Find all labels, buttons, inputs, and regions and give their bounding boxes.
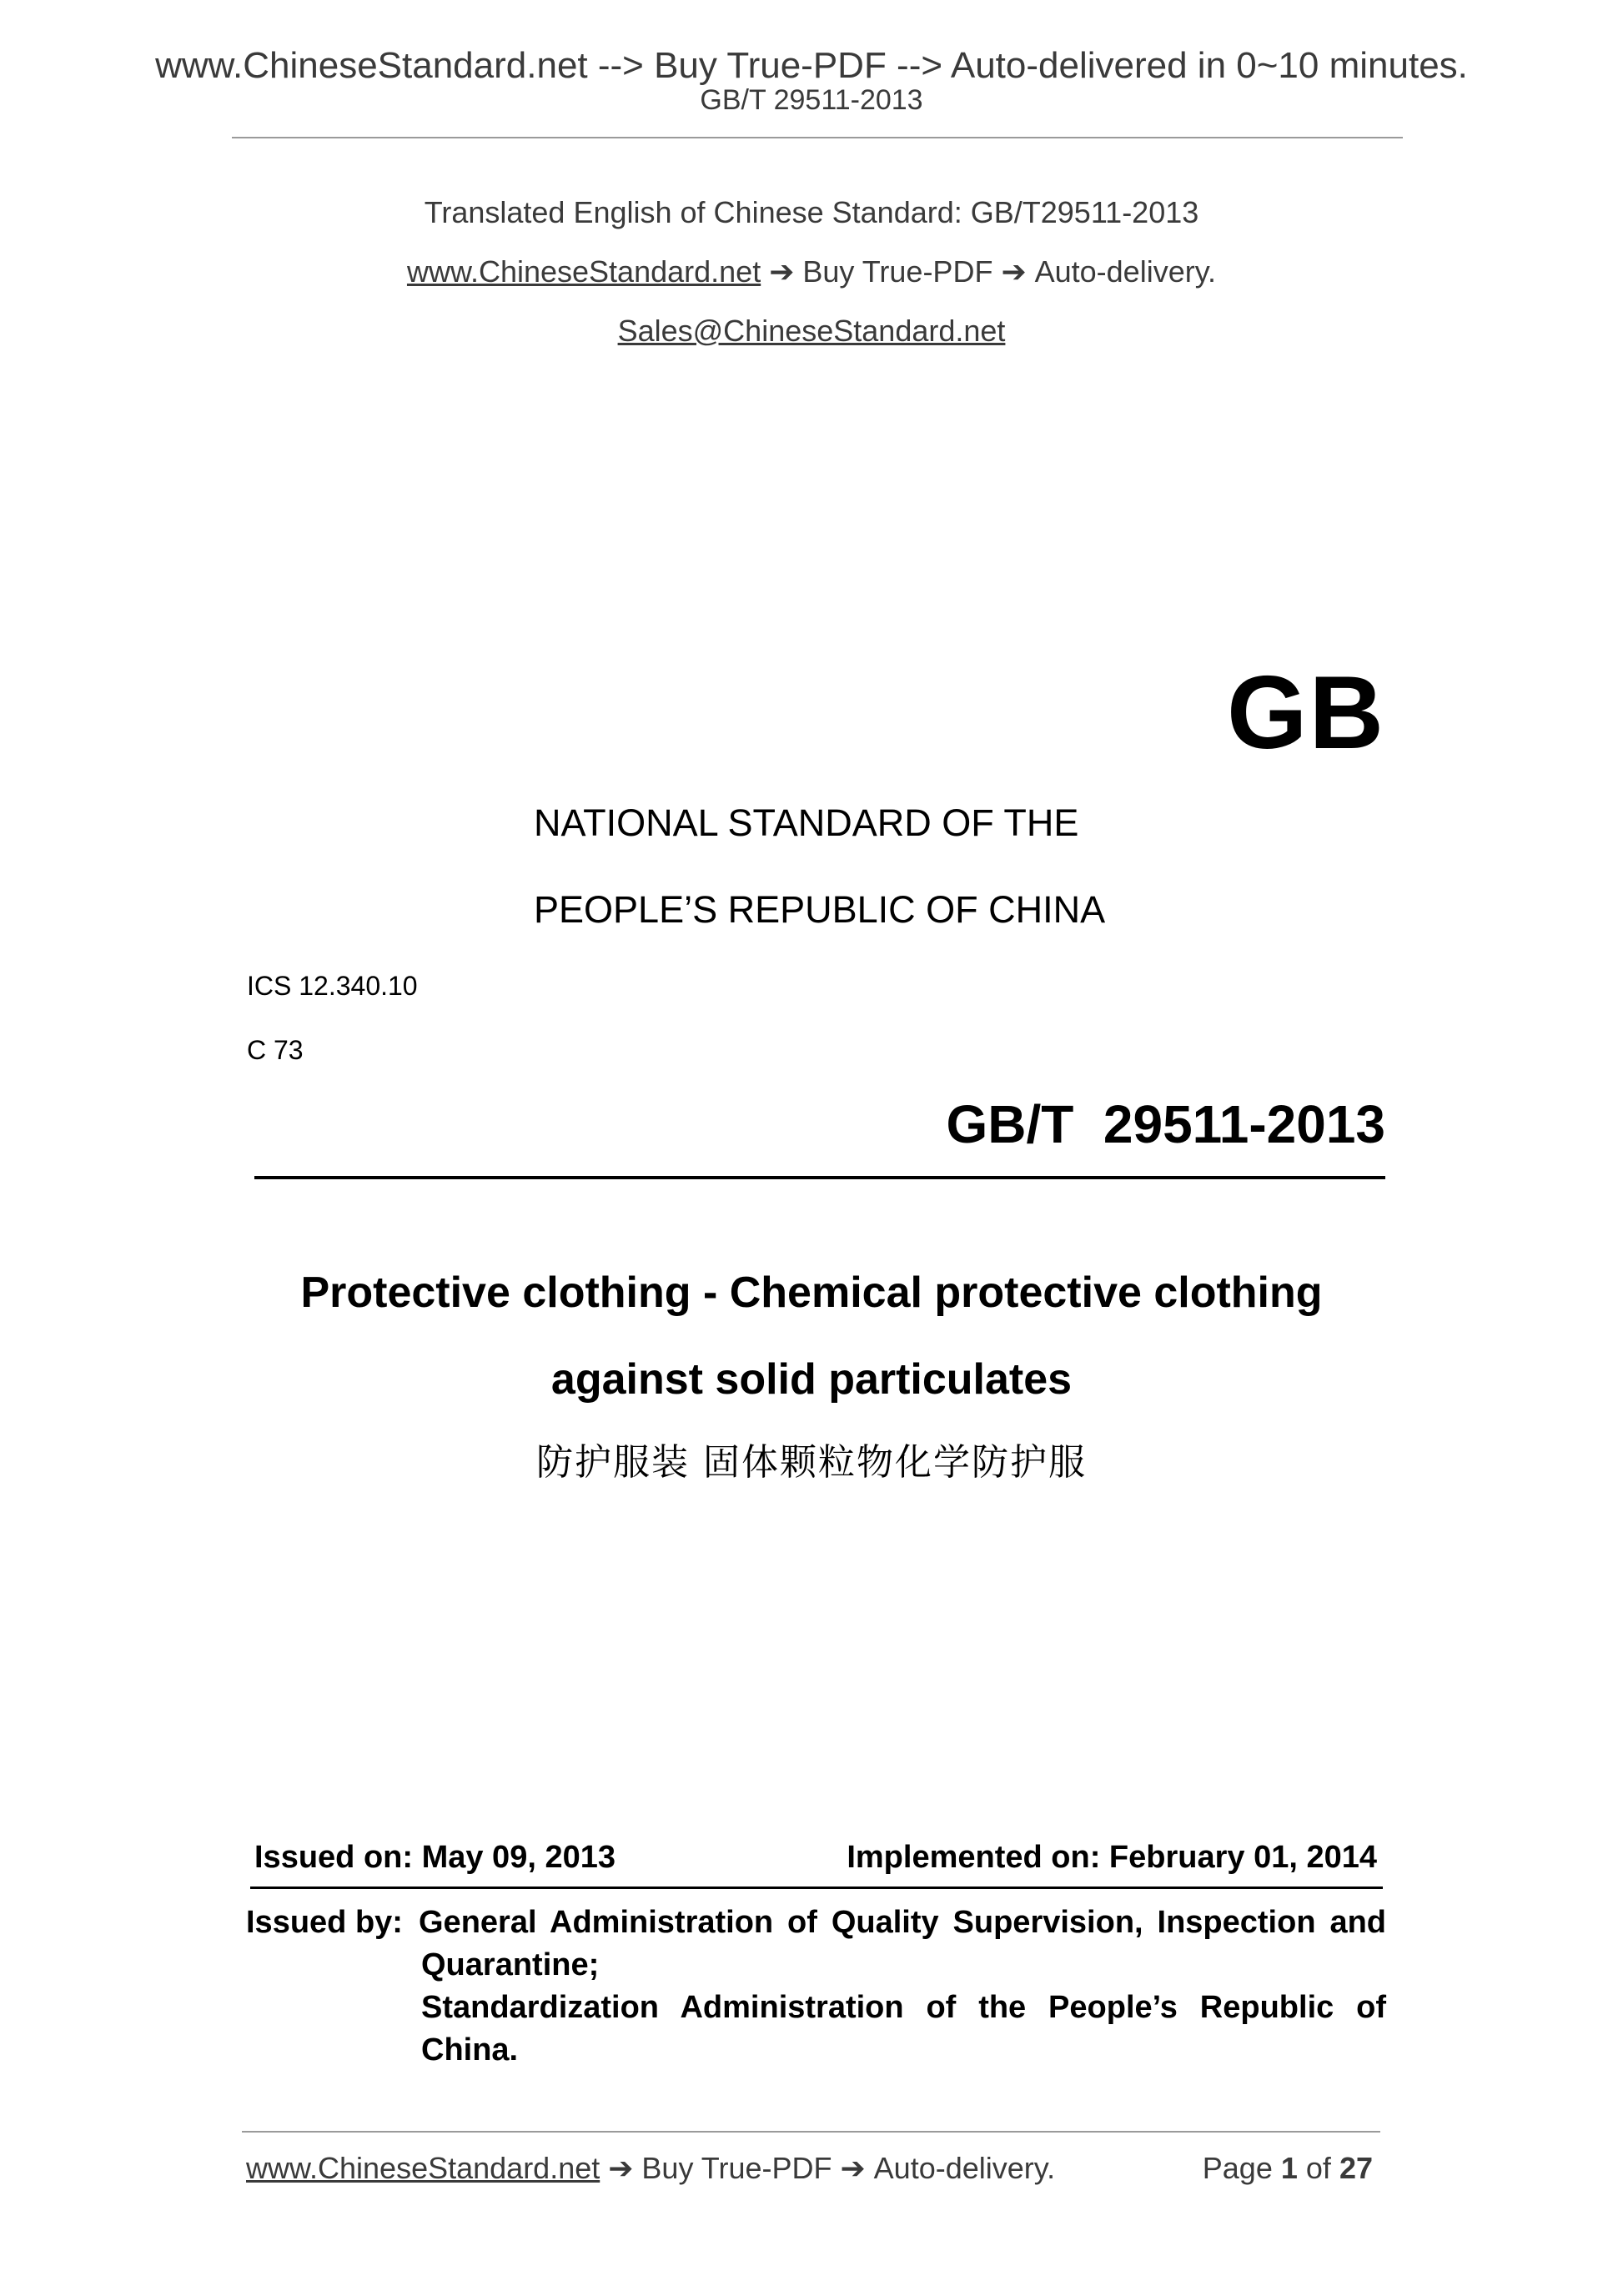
issuer2-line1: Standardization Administration of the People’s Republic of xyxy=(421,1990,1386,2025)
issued-by-label: Issued by: xyxy=(246,1905,403,1940)
standard-number: GB/T 29511-2013 xyxy=(946,1094,1385,1154)
title-line2: against solid particulates xyxy=(550,1355,1073,1404)
standard-number-rule xyxy=(254,1176,1385,1179)
page-number: 1 xyxy=(1280,2151,1298,2185)
gb-logo: GB xyxy=(1227,656,1385,771)
auto-delivery-text: Auto-delivery. xyxy=(1034,254,1217,289)
title-line1: Protective clothing - Chemical protective clothing xyxy=(300,1269,1323,1317)
header-divider xyxy=(232,137,1403,138)
buy-pdf-text: Buy True-PDF xyxy=(802,254,993,289)
right-arrow-icon: ➔ xyxy=(769,254,795,289)
running-header: GB/T 29511-2013 xyxy=(700,84,923,116)
of-label: of xyxy=(1305,2151,1331,2185)
right-arrow-icon: ➔ xyxy=(608,2151,634,2185)
title-chinese: 防护服装 固体颗粒物化学防护服 xyxy=(536,1441,1087,1484)
top-banner[interactable]: www.ChineseStandard.net --> Buy True-PDF --> Auto-delivered in 0~10 minutes. xyxy=(155,45,1468,86)
footer-site-link[interactable]: www.ChineseStandard.net xyxy=(246,2151,600,2185)
email-row xyxy=(0,313,1623,349)
ccs-code: C 73 xyxy=(247,1035,304,1065)
footer-delivery-text: Auto-delivery. xyxy=(873,2151,1056,2185)
translation-line: Translated English of Chinese Standard: GB/T29511-2013 xyxy=(424,195,1199,229)
right-arrow-icon: ➔ xyxy=(1001,254,1027,289)
page-label: Page xyxy=(1202,2151,1273,2185)
sales-email-link[interactable]: Sales@ChineseStandard.net xyxy=(617,314,1006,348)
footer-buy-text: Buy True-PDF xyxy=(641,2151,832,2185)
dates-rule xyxy=(250,1887,1383,1889)
implemented-on: Implemented on: February 01, 2014 xyxy=(847,1840,1377,1875)
issued-on: Issued on: May 09, 2013 xyxy=(254,1840,616,1875)
national-standard-line1: NATIONAL STANDARD OF THE xyxy=(534,801,1079,844)
ics-code: ICS 12.340.10 xyxy=(247,971,418,1001)
footer-links xyxy=(246,2150,1055,2187)
right-arrow-icon: ➔ xyxy=(840,2151,866,2185)
issuer1-line2: Quarantine; xyxy=(421,1947,600,1982)
footer-divider xyxy=(242,2131,1380,2133)
national-standard-line2: PEOPLE’S REPUBLIC OF CHINA xyxy=(534,888,1106,931)
translation-links xyxy=(0,254,1623,290)
issuer2-line2: China. xyxy=(421,2032,519,2067)
page-indicator xyxy=(1203,2150,1373,2187)
total-pages: 27 xyxy=(1339,2151,1373,2185)
site-link[interactable]: www.ChineseStandard.net xyxy=(406,254,761,289)
issuer1-line1: General Administration of Quality Supervision, Inspection and xyxy=(419,1905,1386,1940)
